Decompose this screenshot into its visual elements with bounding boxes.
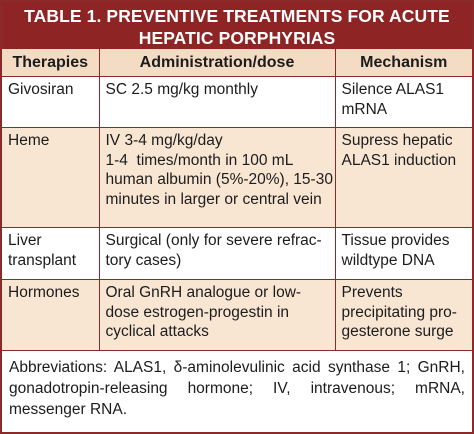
therapy-grid xyxy=(2,49,472,351)
dose-text: dose estrogen-progestin in xyxy=(105,303,290,321)
therapy-text: Hormones xyxy=(8,284,80,301)
mechanism-cell xyxy=(335,128,472,228)
therapy-cell xyxy=(2,128,99,228)
therapy-text: Givosiran xyxy=(8,81,74,98)
mechanism-text: gesterone surge xyxy=(341,323,454,340)
dose-cell xyxy=(99,128,335,228)
mechanism-text: Prevents xyxy=(341,284,403,301)
table-row xyxy=(2,128,472,228)
table-row xyxy=(2,228,472,280)
dose-cell xyxy=(99,228,335,280)
dose-cell xyxy=(99,77,335,128)
mechanism-text: Tissue provides xyxy=(341,232,450,249)
header-row xyxy=(2,49,472,77)
header-therapies: Therapies xyxy=(2,49,99,77)
mechanism-text: precipitating pro- xyxy=(341,303,457,321)
dose-text: Surgical (only for severe refrac- xyxy=(105,232,322,249)
table-title-line-2: HEPATIC PORPHYRIAS xyxy=(138,28,336,48)
dose-text: cyclical attacks xyxy=(105,323,209,340)
dose-text: tory cases) xyxy=(105,251,182,269)
header-administration-dose: Administration/dose xyxy=(99,49,335,77)
therapy-text: transplant xyxy=(8,251,77,269)
mechanism-cell xyxy=(335,228,472,280)
dose-text: Oral GnRH analogue or low- xyxy=(105,284,302,301)
table-row xyxy=(2,77,472,128)
mechanism-text: wildtype DNA xyxy=(341,251,435,269)
mechanism-text: Silence ALAS1 xyxy=(341,81,445,98)
dose-text: IV 3-4 mg/kg/day xyxy=(105,132,223,149)
mechanism-text: ALAS1 induction xyxy=(341,151,457,169)
therapy-cell xyxy=(2,280,99,351)
table-row xyxy=(2,280,472,351)
mechanism-cell xyxy=(335,280,472,351)
therapy-text: Heme xyxy=(8,132,50,149)
dose-text: human albumin (5%-20%), 15-30 xyxy=(105,171,333,188)
dose-text: minutes in larger or central vein xyxy=(105,190,322,208)
therapy-cell xyxy=(2,77,99,128)
therapy-cell xyxy=(2,228,99,280)
dose-text: 1-4 times/month in 100 mL xyxy=(105,151,294,169)
dose-text: SC 2.5 mg/kg monthly xyxy=(105,81,258,98)
therapy-text: Liver xyxy=(8,232,42,249)
mechanism-text: mRNA xyxy=(341,100,388,118)
table-title xyxy=(2,2,472,49)
header-mechanism: Mechanism xyxy=(335,49,472,77)
dose-cell xyxy=(99,280,335,351)
abbreviations-footnote: Abbreviations: ALAS1, δ-aminolevulinic acid synthase 1; GnRH, gonadotropin-releasing hormone; IV, intravenous; mRNA, messenger RNA. xyxy=(9,359,465,418)
mechanism-cell xyxy=(335,77,472,128)
mechanism-text: Supress hepatic xyxy=(341,132,453,149)
table-title-line-1: TABLE 1. PREVENTIVE TREATMENTS FOR ACUTE xyxy=(24,6,450,26)
